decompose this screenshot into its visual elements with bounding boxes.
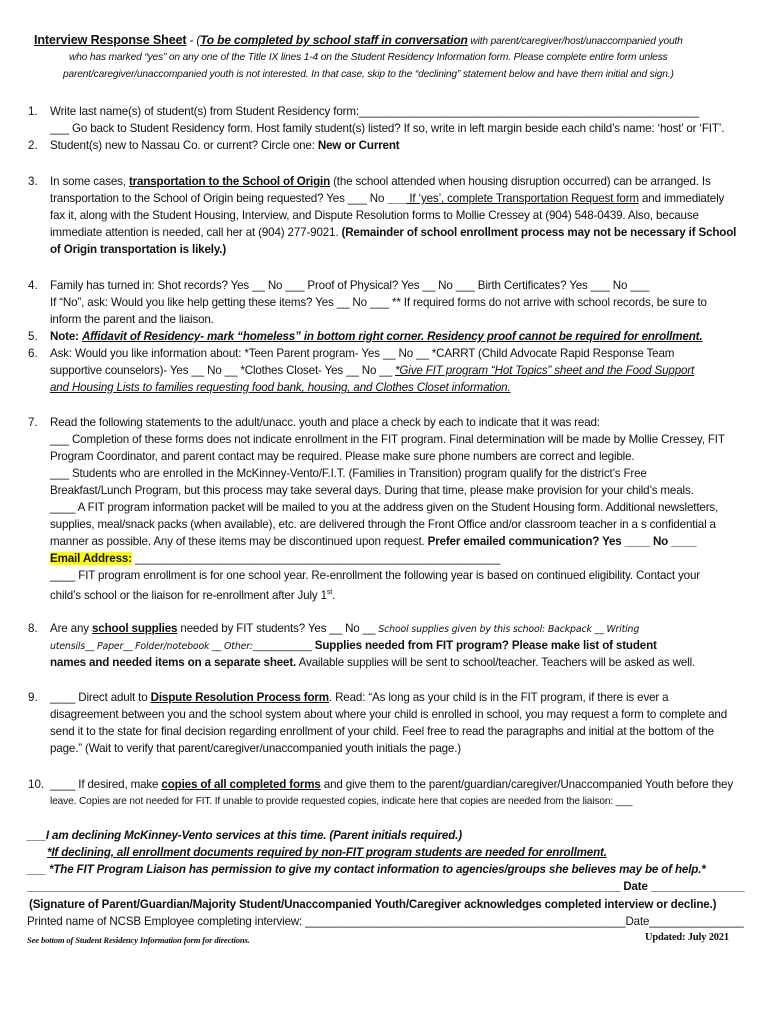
item-7-line-4: ___ Students who are enrolled in the McKinney-Vento/F.I.T. (Families in Transition) program qualify for the district’s Free — [50, 467, 647, 480]
item-4-line-1: Family has turned in: Shot records? Yes __ No ___ Proof of Physical? Yes __ No ___ Birth Certificates? Yes ___ No ___ — [50, 279, 650, 292]
item-7-line-11: child’s school or the liaison for re-enrollment after July 1st. — [50, 588, 336, 602]
new-or-current: New or Current — [317, 139, 400, 152]
signature-line: _______________________________________________________________________________________________ Date _______________ — [27, 880, 745, 893]
item-10-line-2: leave. Copies are not needed for FIT. If unable to provide requested copies, indicate here that copies are needed from the liaison: ___ — [50, 796, 633, 807]
item-7-line-5: Breakfast/Lunch Program, but this process may take several days. During that time, please make provision for your child’s meals. — [50, 484, 694, 497]
item-7-line-6: ____ A FIT program information packet will be mailed to you at the address given on the Student Housing form. Additional newsletters, — [50, 501, 719, 514]
header-line-2: who has marked “yes” on any one of the Title IX lines 1-4 on the Student Residency Information form. Please complete entire form unless — [69, 52, 668, 63]
item-7-line-7: supplies, meal/snack packs (when available), etc. are delivered through the Front Office and/or classroom teacher in a s confidential a — [50, 518, 716, 531]
decline-note: *If declining, all enrollment documents required by non-FIT program students are needed for enrollment. — [47, 846, 607, 859]
item-3-line-1: In some cases, transportation to the School of Origin (the school attended when housing disruption occurred) can be arranged. Is — [50, 175, 711, 188]
item-6-line-1: Ask: Would you like information about: *Teen Parent program- Yes __ No __ *CARRT (Child Advocate Rapid Response Team — [50, 347, 675, 360]
printed-name-line: Printed name of NCSB Employee completing interview: ___________________________________________________Date_______________ — [27, 915, 744, 928]
item-8-line-1: Are any school supplies needed by FIT students? Yes __ No __ School supplies given by this school: Backpack __ Writing — [50, 622, 640, 635]
item-7-line-9 — [50, 552, 500, 566]
item-number: 10. — [28, 778, 45, 791]
item-8-line-3: names and needed items on a separate sheet. Available supplies will be sent to school/teacher. Teachers will be asked as well. — [50, 656, 696, 669]
permission-statement: ___ *The FIT Program Liaison has permission to give my contact information to agencies/groups she believes may be of help.* — [27, 863, 706, 876]
item-7-line-8: manner as possible. Any of these items may be discontinued upon request. Prefer emailed communication? Yes ____ No ____ — [50, 535, 697, 548]
item-7-line-2: ___ Completion of these forms does not indicate enrollment in the FIT program. Final determination will be made by Mollie Cressey, FIT — [50, 433, 725, 446]
affidavit-note: Affidavit of Residency- mark “homeless” in bottom right corner. Residency proof cannot be required for enrollment. — [81, 330, 703, 343]
item-number: 5. — [28, 330, 38, 343]
item-6-line-3: and Housing Lists to families requesting food bank, housing, and Clothes Closet information. — [50, 381, 511, 394]
item-number: 8. — [28, 622, 38, 635]
item-1-line-1: Write last name(s) of student(s) from Student Residency form:______________________________________________________ — [50, 105, 700, 118]
staff-note: To be completed by school staff in conversation — [200, 33, 468, 47]
item-3-line-3: fax it, along with the Student Housing, Interview, and Dispute Resolution forms to Mollie Cressey at (904) 548-0439. Also, because — [50, 209, 699, 222]
item-3-line-4: immediate attention is needed, call her at (904) 277-9021. (Remainder of school enrollment process may not be necessary if School — [50, 226, 737, 239]
item-2-line-1: Student(s) new to Nassau Co. or current? Circle one: New or Current — [50, 139, 400, 152]
item-4-line-2: If “No”, ask: Would you like help getting these items? Yes __ No ___ ** If required forms do not arrive with school records, be sure to — [50, 296, 707, 309]
header-line-3: parent/caregiver/unaccompanied youth is not interested. In that case, skip to the “declining” statement below and have them initial and sign.) — [63, 69, 674, 80]
signature-label: (Signature of Parent/Guardian/Majority Student/Unaccompanied Youth/Caregiver acknowledges completed interview or decline.) — [29, 898, 717, 911]
item-7-line-10: ____ FIT program enrollment is for one school year. Re-enrollment the following year is based on continued eligibility. Contact your — [50, 569, 700, 582]
email-address-field: __________________________________________________________ — [131, 552, 501, 565]
item-5-line-1: Note: Affidavit of Residency- mark “homeless” in bottom right corner. Residency proof cannot be required for enrollment. — [50, 330, 703, 343]
item-9-line-1: ____ Direct adult to Dispute Resolution Process form. Read: “As long as your child is in the FIT program, if there is ever a — [50, 691, 669, 704]
item-1-line-2: ___ Go back to Student Residency form. Host family student(s) listed? If so, write in left margin beside each child’s name: ‘host’ or ‘FIT’. — [50, 122, 725, 135]
item-number: 4. — [28, 279, 38, 292]
item-9-line-3: send it to the state for final decision regarding enrollment of your child. Feel free to read the paragraphs and initial at the bottom of the — [50, 725, 714, 738]
item-4-line-3: inform the parent and the liaison. — [50, 313, 214, 326]
updated-date: Updated: July 2021 — [645, 932, 729, 943]
item-9-line-2: disagreement between you and the school system about where your child is enrolled in school, you may request a form to complete and — [50, 708, 728, 721]
item-7-line-1: Read the following statements to the adult/unacc. youth and place a check by each to indicate that it was read: — [50, 416, 600, 429]
email-address-label: Email Address: — [50, 552, 132, 565]
item-number: 2. — [28, 139, 38, 152]
item-3-line-2: transportation to the School of Origin being requested? Yes ___ No ___ If ‘yes’, complete Transportation Request form and immediately — [50, 192, 725, 205]
item-3-line-5: of Origin transportation is likely.) — [50, 243, 227, 256]
item-9-line-4: page.” (Wait to verify that parent/caregiver/unaccompanied youth initials the page.) — [50, 742, 462, 755]
header-line-1: Interview Response Sheet - (To be completed by school staff in conversation with parent/caregiver/host/unaccompanied youth — [34, 33, 683, 47]
item-8-line-2: utensils__ Paper__ Folder/notebook __ Other:_____________ Supplies needed from FIT program? Please make list of student — [50, 639, 657, 652]
item-7-line-3: Program Coordinator, and parent contact may be required. Please make sure phone numbers are correct and legible. — [50, 450, 635, 463]
item-number: 3. — [28, 175, 38, 188]
item-10-line-1: ____ If desired, make copies of all completed forms and give them to the parent/guardian/caregiver/Unaccompanied Youth before they — [50, 778, 733, 791]
item-number: 1. — [28, 105, 38, 118]
see-bottom-note: See bottom of Student Residency Information form for directions. — [27, 935, 250, 945]
item-number: 9. — [28, 691, 38, 704]
decline-statement: ___I am declining McKinney-Vento services at this time. (Parent initials required.) — [27, 829, 462, 842]
item-6-line-2: supportive counselors)- Yes __ No __ *Clothes Closet- Yes __ No __ *Give FIT program “Hot Topics” sheet and the Food Support — [50, 364, 695, 377]
form-title: Interview Response Sheet — [34, 33, 187, 47]
item-number: 7. — [28, 416, 38, 429]
item-number: 6. — [28, 347, 38, 360]
